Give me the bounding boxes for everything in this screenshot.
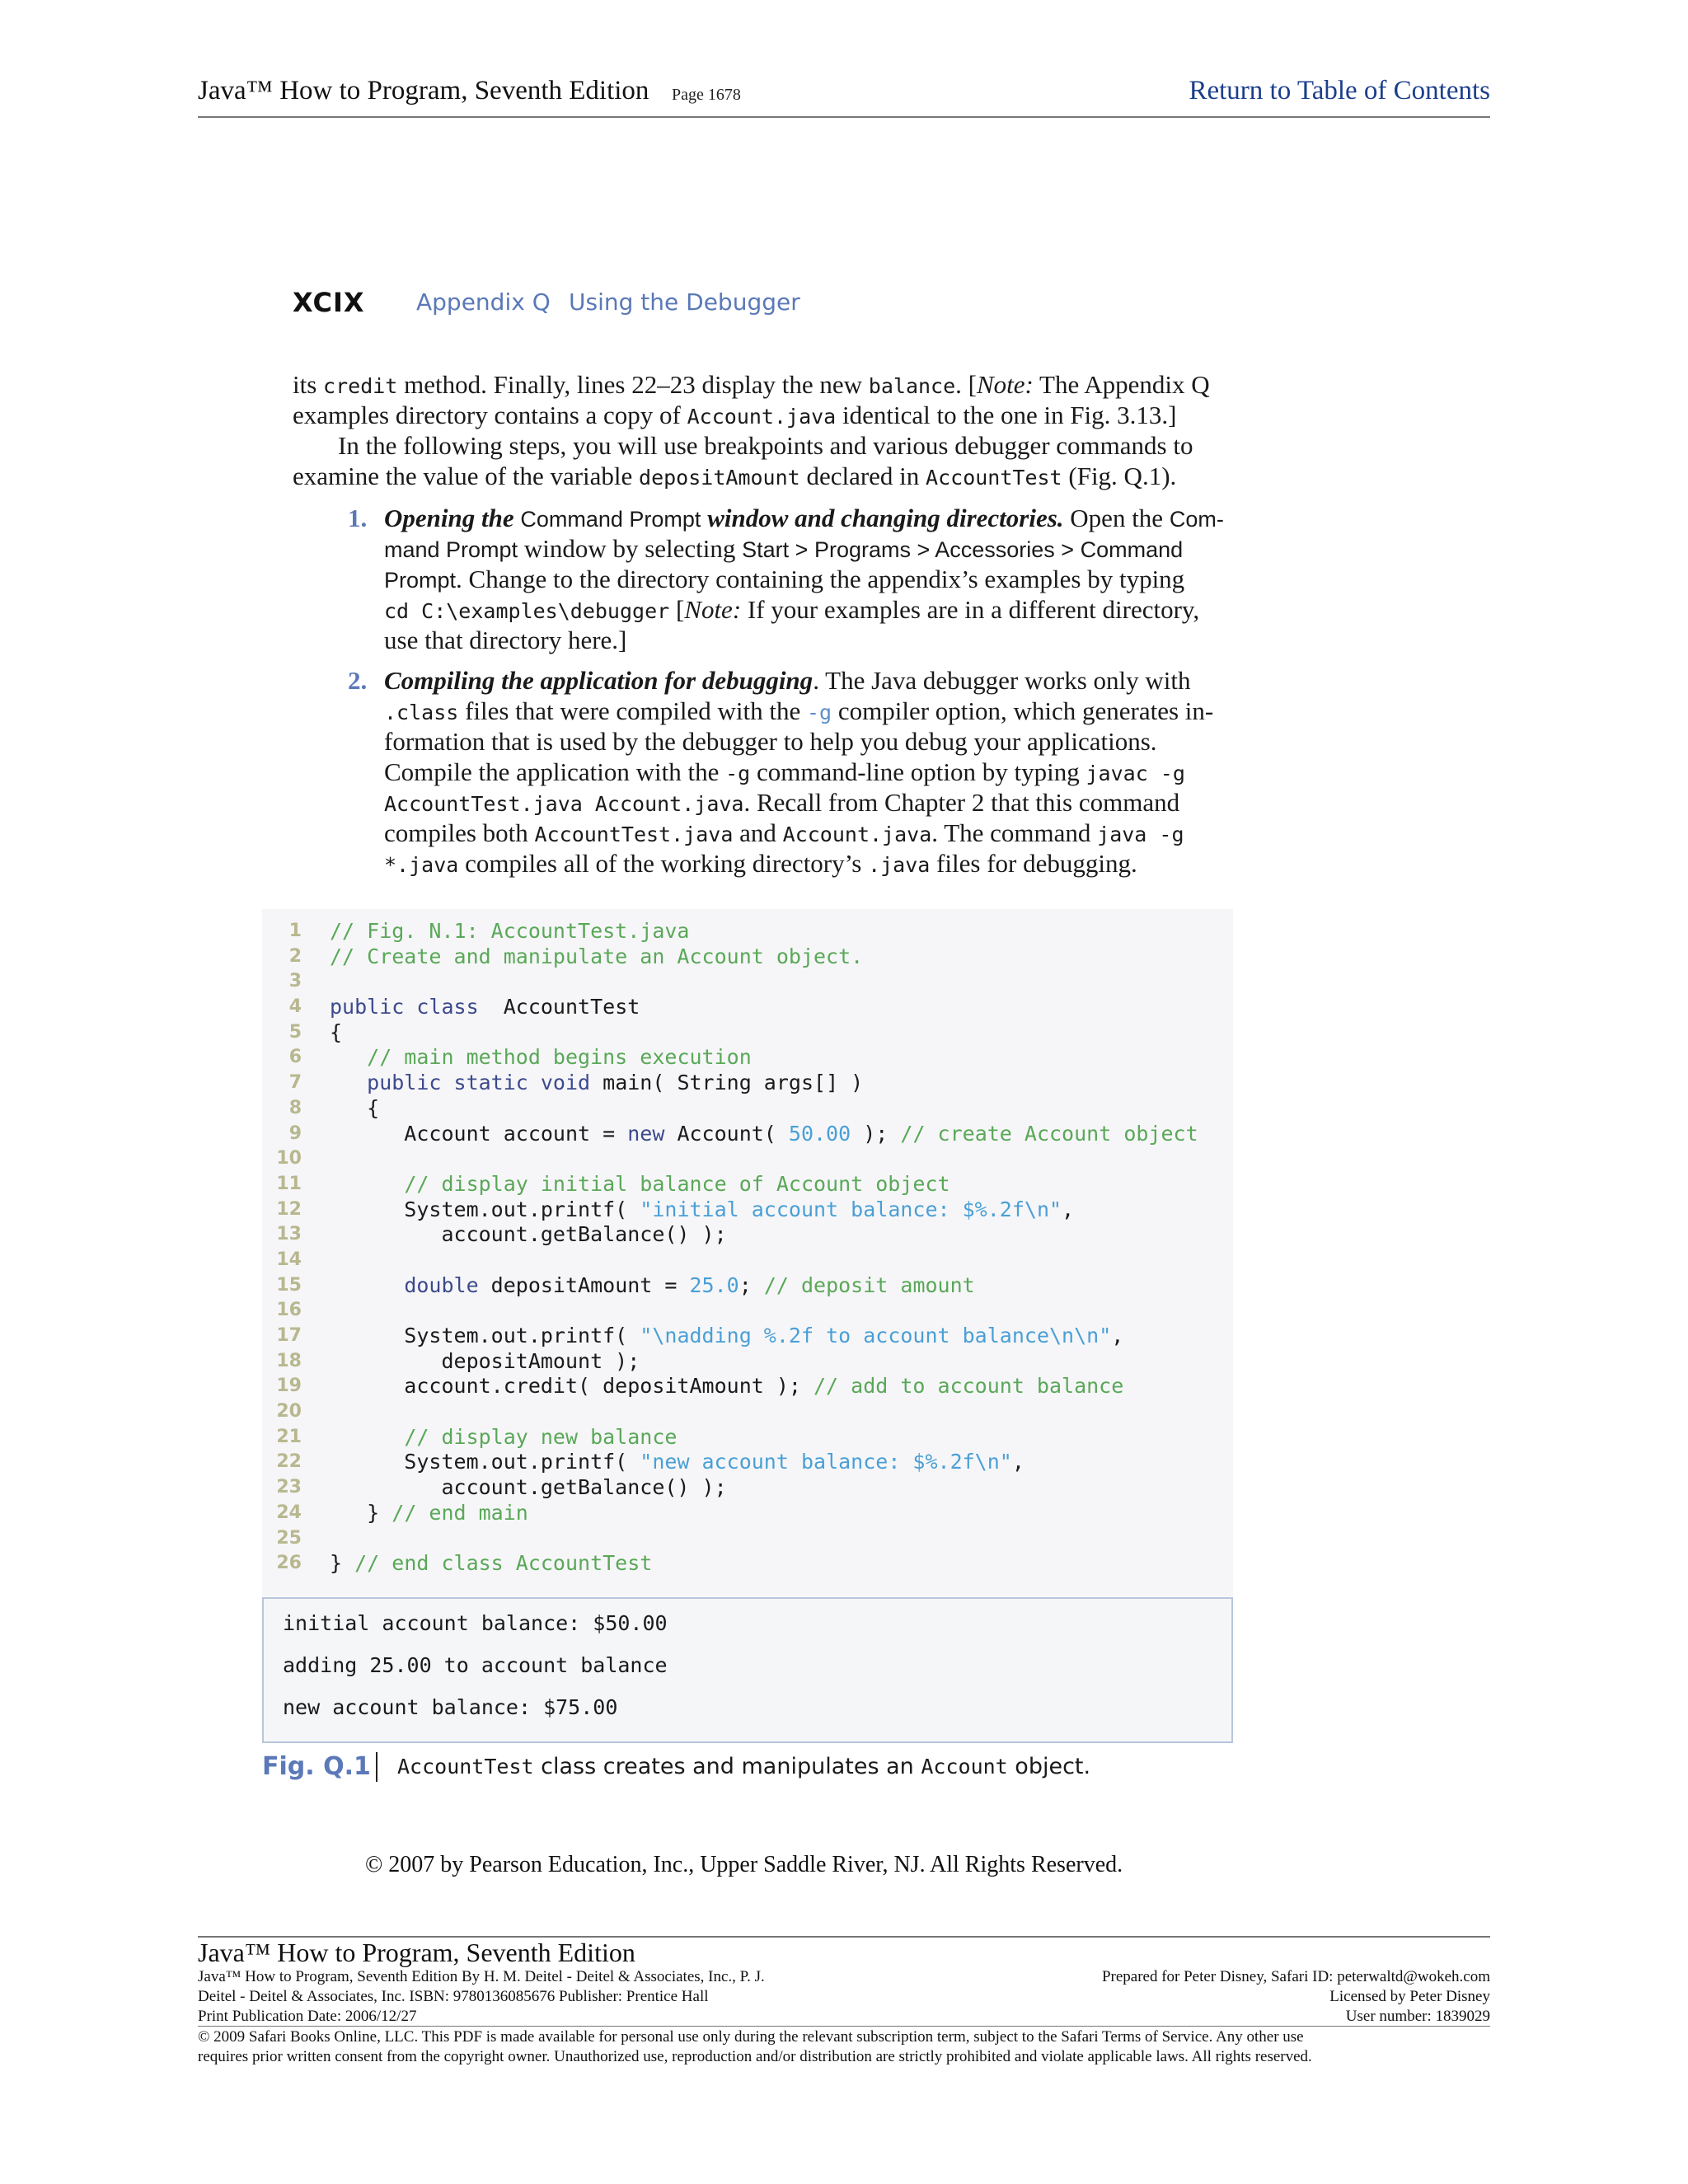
- line-number: 9: [288, 1122, 302, 1144]
- code-term: AccountTest: [926, 466, 1062, 490]
- figure-label: Fig. Q.1: [262, 1752, 371, 1781]
- ui-term: Prompt: [384, 568, 457, 593]
- code-line: [262, 1248, 1233, 1273]
- text-run: Compile the application with the: [384, 757, 726, 786]
- footer-licensed-by: Licensed by Peter Disney: [1329, 1988, 1490, 2005]
- code-line: [262, 1222, 1233, 1248]
- ui-term: Start > Programs > Accessories > Command: [742, 537, 1184, 562]
- code-token: ,: [1111, 1324, 1124, 1347]
- step-2-line-7: [384, 848, 1137, 880]
- code-line: [262, 1374, 1233, 1399]
- paragraph-2-line-2: [293, 461, 1176, 493]
- code-token: [330, 1425, 404, 1449]
- code-term: AccountTest: [397, 1755, 534, 1779]
- code-line: [262, 1501, 1233, 1526]
- code-token: // create Account object: [900, 1121, 1198, 1146]
- ui-term: Command Prompt: [520, 507, 701, 532]
- code-line: [262, 1273, 1233, 1299]
- code-token: // display initial balance of Account object: [404, 1171, 950, 1196]
- code-line: [262, 1172, 1233, 1197]
- code-line: [262, 919, 1233, 944]
- code-text: [330, 919, 690, 944]
- note-label: Note:: [684, 595, 742, 624]
- code-text: [330, 995, 640, 1020]
- running-head-title: Using the Debugger: [569, 288, 800, 316]
- code-token: System.out.printf(: [330, 1324, 640, 1347]
- step-2-line-6: [384, 818, 1184, 850]
- code-term: credit: [323, 374, 398, 398]
- code-text: [330, 1425, 677, 1451]
- step-2-number: 2.: [348, 666, 368, 695]
- code-term: Account: [921, 1755, 1008, 1779]
- text-run: examine the value of the variable: [293, 462, 640, 490]
- code-token: account.getBalance() );: [330, 1475, 727, 1500]
- copyright-notice: © 2007 by Pearson Education, Inc., Upper Saddle River, NJ. All Rights Reserved.: [365, 1852, 1123, 1877]
- code-line: [262, 1045, 1233, 1071]
- footer-copyright: requires prior written consent from the copyright owner. Unauthorized use, reproduction and/or distribution are strictly prohibited and violate applicable laws. All rights reserved.: [198, 2048, 1312, 2065]
- code-text: [330, 1450, 1025, 1475]
- code-term: balance: [868, 374, 956, 398]
- text-run: compiles both: [384, 818, 535, 847]
- text-run: If your examples are in a different directory,: [741, 595, 1200, 624]
- footer-copyright: © 2009 Safari Books Online, LLC. This PDF is made available for personal use only during the relevant subscription term, subject to the Safari Terms of Service. Any other use: [198, 2028, 1304, 2046]
- ui-term: mand Prompt: [384, 537, 518, 562]
- running-head-appendix: Appendix Q: [416, 288, 551, 316]
- figure-caption: [397, 1754, 1090, 1779]
- text-run: files that were compiled with the: [458, 696, 807, 725]
- step-1-line-5: use that directory here.]: [384, 626, 627, 654]
- footer-user-number: User number: 1839029: [1345, 2008, 1490, 2025]
- code-token: 25.0: [689, 1272, 739, 1297]
- code-token: // main method begins execution: [367, 1045, 752, 1070]
- step-heading: Compiling the application for debugging: [384, 666, 814, 695]
- step-heading: Opening the: [384, 504, 521, 532]
- footer-title: Java™ How to Program, Seventh Edition: [198, 1938, 635, 1967]
- text-run: examples directory contains a copy of: [293, 401, 687, 429]
- code-text: [330, 944, 863, 970]
- text-run: class creates and manipulates an: [533, 1754, 921, 1779]
- code-token: ;: [738, 1272, 764, 1297]
- code-line: [262, 1071, 1233, 1096]
- code-term: Account.java: [687, 405, 837, 429]
- text-run: (Fig. Q.1).: [1062, 462, 1177, 490]
- output-line: new account balance: $75.00: [283, 1695, 618, 1719]
- code-text: [330, 1324, 1123, 1349]
- text-run: compiler option, which generates in-: [832, 696, 1214, 725]
- code-line: [262, 1020, 1233, 1046]
- line-number: 2: [288, 945, 302, 967]
- header-rule: [198, 116, 1490, 118]
- line-number: 1: [288, 921, 302, 941]
- step-1-line-3: [384, 564, 1184, 596]
- line-number: 23: [276, 1477, 302, 1498]
- code-text: [330, 1071, 863, 1096]
- code-token: depositAmount =: [478, 1272, 690, 1297]
- text-run: its: [293, 370, 324, 399]
- running-head-page-number: XCIX: [293, 287, 365, 318]
- code-token: account.getBalance() );: [330, 1222, 727, 1247]
- page-number: Page 1678: [672, 86, 741, 104]
- code-term: AccountTest.java: [534, 823, 734, 846]
- code-line: [262, 995, 1233, 1020]
- footer-prepared-for: Prepared for Peter Disney, Safari ID: peterwaltd@wokeh.com: [1101, 1968, 1490, 1985]
- line-number: 14: [276, 1249, 302, 1270]
- line-number: 24: [276, 1502, 302, 1523]
- text-run: . Change to the directory containing the appendix’s examples by typing: [456, 565, 1185, 593]
- code-token: new: [627, 1121, 665, 1146]
- step-1-line-2: [384, 533, 1183, 565]
- text-run: . The command: [931, 818, 1098, 847]
- code-token: System.out.printf(: [330, 1450, 640, 1474]
- text-run: declared in: [799, 462, 926, 490]
- code-line: [262, 944, 1233, 970]
- text-run: command-line option by typing: [750, 757, 1086, 786]
- line-number: 12: [276, 1198, 302, 1220]
- step-1-line-1: [384, 503, 1224, 535]
- code-term: AccountTest.java Account.java: [384, 792, 744, 816]
- step-2-line-5: [384, 787, 1179, 819]
- code-token: "\nadding %.2f to account balance\n\n": [640, 1324, 1112, 1347]
- code-text: [330, 1197, 1074, 1223]
- text-run: and: [733, 818, 783, 847]
- code-line: [262, 1349, 1233, 1375]
- code-text: [330, 1096, 379, 1122]
- line-number: 26: [276, 1553, 302, 1574]
- code-token: [330, 1273, 404, 1297]
- code-line: [262, 1425, 1233, 1451]
- code-term: Account.java: [782, 823, 932, 846]
- line-number: 7: [288, 1072, 302, 1094]
- paragraph-1-line-2: [293, 400, 1177, 432]
- code-line: [262, 1122, 1233, 1147]
- code-term: cd C:\examples\debugger: [384, 599, 670, 623]
- code-token: AccountTest: [478, 995, 640, 1019]
- text-run: . [: [955, 370, 977, 399]
- code-token: // display new balance: [404, 1424, 678, 1449]
- line-number: 25: [276, 1527, 302, 1549]
- line-number: 8: [288, 1097, 302, 1118]
- line-number: 17: [276, 1325, 302, 1346]
- code-token: depositAmount );: [330, 1348, 640, 1373]
- code-token: 50.00: [788, 1121, 851, 1146]
- code-token: account.credit( depositAmount );: [330, 1374, 814, 1399]
- code-term: .java: [868, 853, 931, 877]
- code-token: {: [330, 1095, 380, 1120]
- code-term: *.java: [384, 853, 459, 877]
- code-term: javac -g: [1085, 762, 1185, 785]
- code-token: // Create and manipulate an Account object.: [330, 944, 864, 968]
- text-run: . Recall from Chapter 2 that this command: [743, 788, 1180, 817]
- code-token: public class: [330, 995, 479, 1019]
- line-number: 21: [276, 1426, 302, 1447]
- footer-book-info: Java™ How to Program, Seventh Edition By H. M. Deitel - Deitel & Associates, Inc., P. J.: [198, 1968, 765, 1985]
- code-line: [262, 1324, 1233, 1349]
- code-term: java -g: [1097, 823, 1184, 846]
- code-line: [262, 1197, 1233, 1223]
- code-line: [262, 1551, 1233, 1577]
- toc-link[interactable]: Return to Table of Contents: [1189, 76, 1490, 105]
- text-run: object.: [1007, 1754, 1091, 1779]
- code-token: public static void: [367, 1071, 591, 1095]
- step-1-number: 1.: [348, 504, 368, 532]
- line-number: 16: [276, 1300, 302, 1321]
- header-title: Java™ How to Program, Seventh Edition: [198, 76, 649, 105]
- text-run: The Appendix Q: [1033, 370, 1210, 399]
- paragraph-1-line-1: [293, 369, 1210, 401]
- code-line: [262, 1526, 1233, 1552]
- step-2-line-2: [384, 696, 1213, 728]
- code-token: ,: [1011, 1450, 1025, 1474]
- line-number: 15: [276, 1274, 302, 1296]
- code-listing: [262, 919, 1233, 1577]
- ui-term: Com-: [1169, 507, 1224, 532]
- code-token: // add to account balance: [814, 1374, 1124, 1399]
- code-text: [330, 1374, 1123, 1399]
- code-text: [330, 1273, 975, 1299]
- text-run: files for debugging.: [930, 849, 1137, 878]
- code-token: }: [330, 1551, 355, 1576]
- code-term: -g: [807, 701, 832, 724]
- code-token: main( String args[] ): [590, 1071, 864, 1095]
- line-number: 18: [276, 1350, 302, 1371]
- code-token: "initial account balance: $%.2f\n": [640, 1197, 1062, 1221]
- code-token: Account(: [664, 1121, 789, 1146]
- code-token: {: [330, 1019, 343, 1044]
- text-run: [: [669, 595, 685, 624]
- step-1-line-4: [384, 594, 1199, 626]
- code-token: Account account =: [330, 1121, 628, 1146]
- line-number: 4: [288, 996, 302, 1018]
- footer-book-info: Deitel - Deitel & Associates, Inc. ISBN: 9780136085676 Publisher: Prentice Hall: [198, 1988, 709, 2005]
- line-number: 20: [276, 1401, 302, 1422]
- text-run: compiles all of the working directory’s: [458, 849, 869, 878]
- code-token: }: [330, 1500, 392, 1525]
- code-token: // Fig. N.1: AccountTest.java: [330, 919, 690, 943]
- code-token: "new account balance: $%.2f\n": [640, 1450, 1012, 1474]
- code-token: System.out.printf(: [330, 1197, 640, 1221]
- code-text: [330, 1475, 727, 1501]
- paragraph-2-line-1: In the following steps, you will use breakpoints and various debugger commands to: [338, 431, 1193, 460]
- code-token: // deposit amount: [763, 1272, 975, 1297]
- line-number: 19: [276, 1376, 302, 1397]
- code-line: [262, 1298, 1233, 1324]
- line-number: 22: [276, 1451, 302, 1473]
- code-text: [330, 1501, 528, 1526]
- code-line: [262, 1450, 1233, 1475]
- line-number: 3: [288, 971, 302, 992]
- text-run: Open the: [1063, 504, 1170, 532]
- line-number: 6: [288, 1047, 302, 1068]
- note-label: Note:: [976, 370, 1034, 399]
- caption-divider: [376, 1752, 377, 1782]
- code-text: [330, 1045, 752, 1071]
- code-token: );: [851, 1121, 901, 1146]
- code-token: [330, 1045, 367, 1069]
- code-text: [330, 1172, 950, 1197]
- text-run: identical to the one in Fig. 3.13.]: [836, 401, 1177, 429]
- code-term: -g: [725, 762, 751, 785]
- text-run: . The Java debugger works only with: [813, 666, 1191, 695]
- footer-publication-date: Print Publication Date: 2006/12/27: [198, 2008, 417, 2025]
- code-line: [262, 1475, 1233, 1501]
- code-term: .class: [384, 701, 459, 724]
- code-line: [262, 1096, 1233, 1122]
- code-text: [330, 1349, 640, 1375]
- footer-rule: [198, 2026, 1490, 2027]
- step-heading: window and changing directories.: [701, 504, 1064, 532]
- code-text: [330, 1551, 652, 1577]
- code-token: [330, 1071, 367, 1094]
- code-line: [262, 969, 1233, 995]
- step-2-line-4: [384, 757, 1185, 789]
- code-line: [262, 1399, 1233, 1425]
- code-text: [330, 1222, 727, 1248]
- output-line: initial account balance: $50.00: [283, 1611, 668, 1635]
- line-number: 11: [276, 1173, 302, 1194]
- text-run: method. Finally, lines 22–23 display the new: [397, 370, 869, 399]
- output-line: adding 25.00 to account balance: [283, 1653, 668, 1677]
- step-2-line-3: formation that is used by the debugger to help you debug your applications.: [384, 727, 1157, 756]
- text-run: window by selecting: [518, 534, 743, 563]
- code-token: [330, 1172, 404, 1196]
- code-term: depositAmount: [639, 466, 800, 490]
- line-number: 13: [276, 1224, 302, 1245]
- code-token: // end main: [392, 1500, 528, 1525]
- code-token: ,: [1062, 1197, 1075, 1221]
- code-text: [330, 1020, 342, 1046]
- code-line: [262, 1146, 1233, 1172]
- line-number: 5: [288, 1021, 302, 1043]
- step-2-line-1: [384, 665, 1191, 696]
- code-token: // end class AccountTest: [354, 1551, 653, 1576]
- code-token: double: [404, 1272, 479, 1297]
- line-number: 10: [276, 1148, 302, 1169]
- code-text: [330, 1122, 1198, 1147]
